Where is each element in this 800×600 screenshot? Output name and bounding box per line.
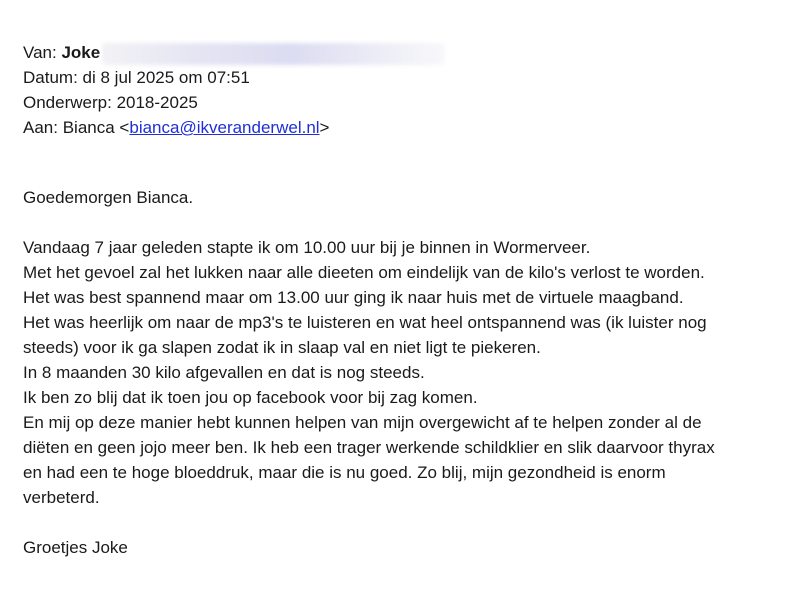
subject-value: 2018-2025: [116, 93, 198, 112]
body-line: Ik ben zo blij dat ik toen jou op facebook voor bij zag komen.: [23, 388, 478, 407]
body-line: In 8 maanden 30 kilo afgevallen en dat is nog steeds.: [23, 363, 425, 382]
body-line: verbeterd.: [23, 488, 100, 507]
to-label: Aan:: [23, 118, 58, 137]
body-line: Met het gevoel zal het lukken naar alle dieeten om eindelijk van de kilo's verlost te worden.: [23, 263, 705, 282]
spacer: [23, 140, 793, 185]
greeting: Goedemorgen Bianca.: [23, 188, 194, 207]
recipient-close-bracket: >: [319, 118, 330, 137]
body-line: en had een te hoge bloeddruk, maar die is nu goed. Zo blij, mijn gezondheid is enorm: [23, 463, 666, 482]
signoff: Groetjes Joke: [23, 538, 128, 557]
body-line: Het was best spannend maar om 13.00 uur ging ik naar huis met de virtuele maagband.: [23, 288, 684, 307]
date-label: Datum:: [23, 68, 78, 87]
recipient-email-link[interactable]: bianca@ikveranderwel.nl: [129, 118, 320, 137]
spacer: [23, 210, 793, 235]
redacted-sender-address: [102, 43, 445, 65]
body-line: Het was heerlijk om naar de mp3's te luisteren en wat heel ontspannend was (ik luister nog: [23, 313, 707, 332]
from-label: Van:: [23, 43, 57, 62]
recipient-name: Bianca <: [62, 118, 130, 137]
date-value: di 8 jul 2025 om 07:51: [82, 68, 250, 87]
email-message: [23, 40, 793, 560]
spacer: [23, 510, 793, 535]
from-row: [23, 40, 793, 65]
subject-row: [23, 90, 793, 115]
body-line: diëten en geen jojo meer ben. Ik heb een trager werkende schildklier en slik daarvoor thyrax: [23, 438, 715, 457]
sender-name: Joke: [61, 43, 101, 62]
date-row: [23, 65, 793, 90]
body-line: En mij op deze manier hebt kunnen helpen van mijn overgewicht af te helpen zonder al de: [23, 413, 702, 432]
body-line: steeds) voor ik ga slapen zodat ik in slaap val en niet ligt te piekeren.: [23, 338, 541, 357]
subject-label: Onderwerp:: [23, 93, 112, 112]
body-line: Vandaag 7 jaar geleden stapte ik om 10.00 uur bij je binnen in Wormerveer.: [23, 238, 591, 257]
to-row: [23, 115, 793, 140]
